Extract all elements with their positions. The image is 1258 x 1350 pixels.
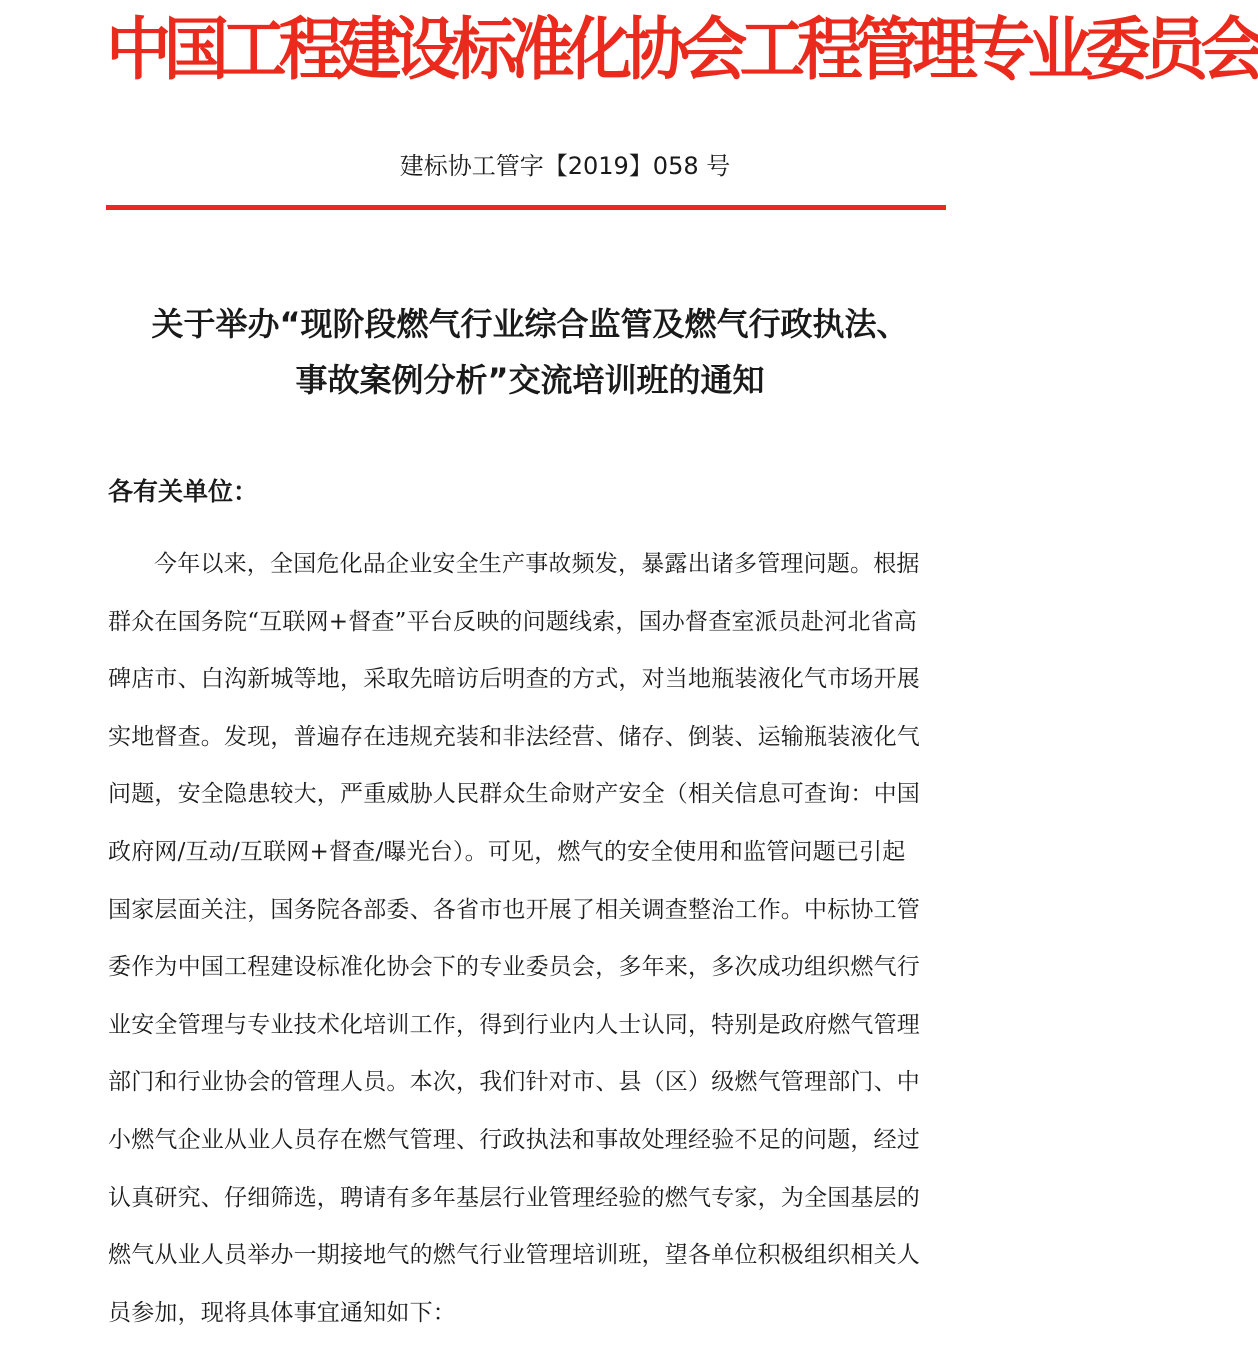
body-line: 政府网/互动/互联网+督查/曝光台）。可见，燃气的安全使用和监管问题已引起 — [108, 838, 906, 865]
notice-title-line-2: 事故案例分析”交流培训班的通知 — [295, 361, 765, 399]
body-line: 群众在国务院“互联网+督查”平台反映的问题线索，国办督查室派员赴河北省高 — [108, 608, 917, 635]
salutation: 各有关单位： — [108, 477, 259, 506]
notice-title — [100, 296, 960, 408]
body-line: 实地督查。发现，普遍存在违规充装和非法经营、储存、倒装、运输瓶装液化气 — [108, 723, 920, 750]
body-line: 员参加，现将具体事宜通知如下： — [108, 1299, 456, 1326]
body-line: 委作为中国工程建设标准化协会下的专业委员会，多年来，多次成功组织燃气行 — [108, 954, 920, 981]
body-line: 认真研究、仔细筛选，聘请有多年基层行业管理经验的燃气专家，为全国基层的 — [108, 1184, 920, 1211]
body-line: 小燃气企业从业人员存在燃气管理、行政执法和事故处理经验不足的问题，经过 — [108, 1126, 920, 1153]
body-paragraph — [108, 544, 954, 1350]
body-line: 问题，安全隐患较大，严重威胁人民群众生命财产安全（相关信息可查询：中国 — [108, 781, 920, 808]
red-divider-rule — [106, 205, 946, 210]
body-line: 业安全管理与专业技术化培训工作，得到行业内人士认同，特别是政府燃气管理 — [108, 1011, 920, 1038]
organization-header: 中国工程建设标准化协会工程管理专业委员会 — [106, 11, 1258, 90]
notice-title-line-1: 关于举办“现阶段燃气行业综合监管及燃气行政执法、 — [151, 305, 909, 343]
document-number: 建标协工管字【2019】058 号 — [399, 152, 731, 180]
body-line: 部门和行业协会的管理人员。本次，我们针对市、县（区）级燃气管理部门、中 — [108, 1069, 920, 1096]
body-line: 今年以来，全国危化品企业安全生产事故频发，暴露出诸多管理问题。根据 — [154, 551, 920, 577]
body-line: 国家层面关注，国务院各部委、各省市也开展了相关调查整治工作。中标协工管 — [108, 896, 920, 923]
body-line: 碑店市、白沟新城等地，采取先暗访后明查的方式，对当地瓶装液化气市场开展 — [108, 666, 920, 693]
body-line: 燃气从业人员举办一期接地气的燃气行业管理培训班，望各单位积极组织相关人 — [108, 1242, 920, 1269]
